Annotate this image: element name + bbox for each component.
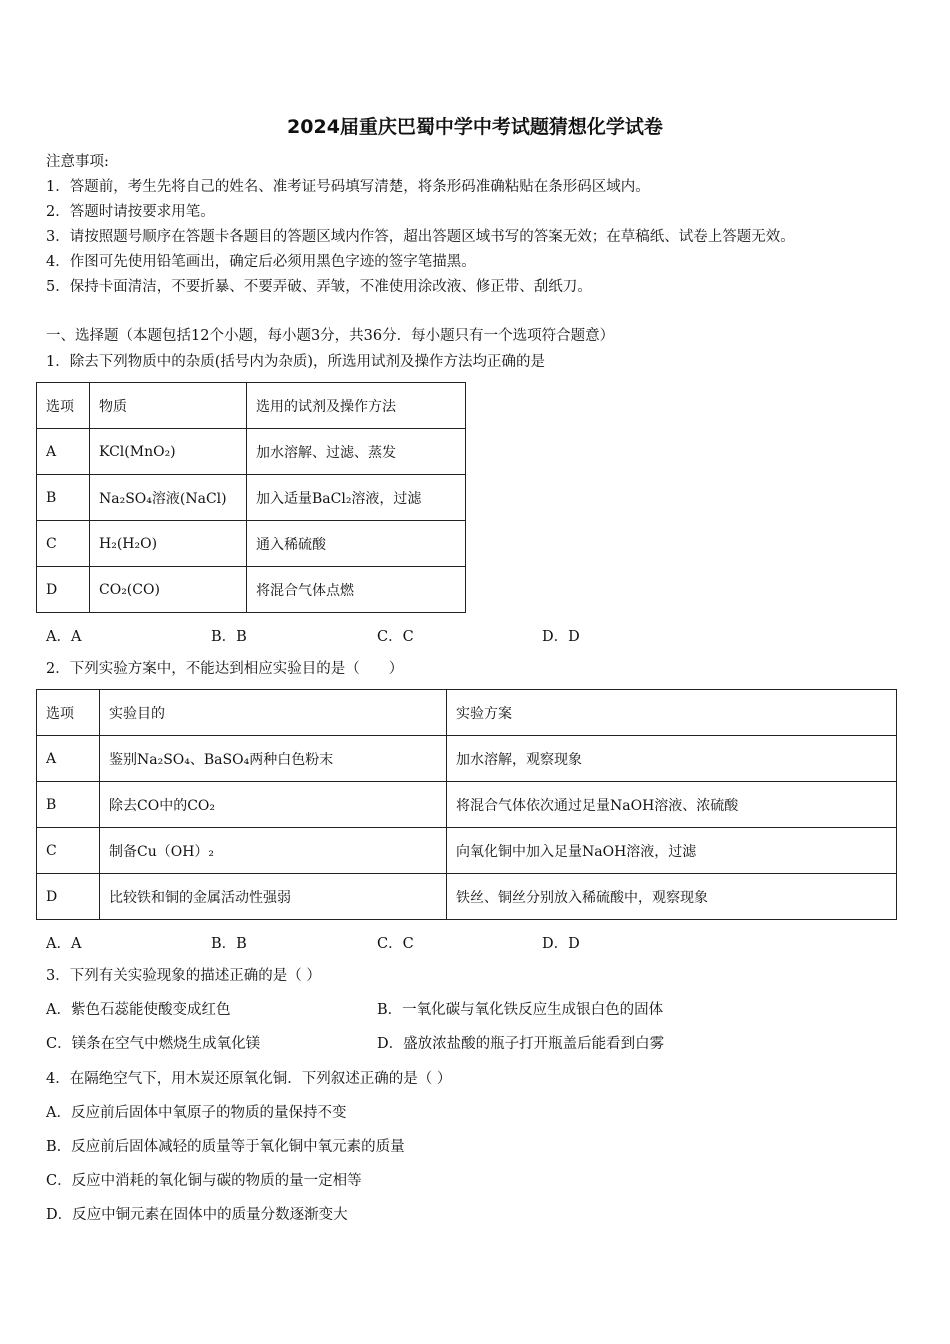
table-cell: 制备Cu（OH）₂ bbox=[100, 828, 447, 874]
table-cell: KCl(MnO₂) bbox=[90, 429, 247, 475]
table-cell: 选用的试剂及操作方法 bbox=[247, 383, 466, 429]
notice-heading: 注意事项: bbox=[46, 154, 109, 170]
table-cell: 除去CO中的CO₂ bbox=[100, 782, 447, 828]
option-d[interactable]: D．盛放浓盐酸的瓶子打开瓶盖后能看到白雾 bbox=[377, 1036, 665, 1052]
table-header-row bbox=[37, 383, 466, 429]
exam-title: 2024届重庆巴蜀中学中考试题猜想化学试卷 bbox=[287, 116, 663, 138]
option-c[interactable]: C．C bbox=[377, 936, 414, 952]
option-b[interactable]: B．反应前后固体减轻的质量等于氧化铜中氧元素的质量 bbox=[46, 1139, 405, 1155]
table-cell: 将混合气体依次通过足量NaOH溶液、浓硫酸 bbox=[447, 782, 897, 828]
table-row bbox=[37, 874, 897, 920]
table-cell: Na₂SO₄溶液(NaCl) bbox=[90, 475, 247, 521]
table-row bbox=[37, 782, 897, 828]
option-c[interactable]: C．C bbox=[377, 629, 414, 645]
table-cell: 加水溶解、过滤、蒸发 bbox=[247, 429, 466, 475]
table-cell: A bbox=[37, 429, 90, 475]
table-row bbox=[37, 828, 897, 874]
table-cell: 将混合气体点燃 bbox=[247, 567, 466, 613]
table-cell: D bbox=[37, 567, 90, 613]
option-a[interactable]: A．A bbox=[46, 936, 82, 952]
notice-item: 5．保持卡面清洁，不要折暴、不要弄破、弄皱，不准使用涂改液、修正带、刮纸刀。 bbox=[46, 279, 592, 295]
q2-table bbox=[36, 689, 897, 920]
option-c[interactable]: C．反应中消耗的氧化铜与碳的物质的量一定相等 bbox=[46, 1173, 362, 1189]
table-cell: 加入适量BaCl₂溶液，过滤 bbox=[247, 475, 466, 521]
table-cell: 物质 bbox=[90, 383, 247, 429]
table-cell: 向氧化铜中加入足量NaOH溶液，过滤 bbox=[447, 828, 897, 874]
table-cell: D bbox=[37, 874, 100, 920]
q2-options bbox=[46, 932, 746, 952]
notice-item: 2．答题时请按要求用笔。 bbox=[46, 204, 215, 220]
table-cell: 加水溶解，观察现象 bbox=[447, 736, 897, 782]
option-a[interactable]: A．紫色石蕊能使酸变成红色 bbox=[46, 1002, 231, 1018]
table-cell: 鉴别Na₂SO₄、BaSO₄两种白色粉末 bbox=[100, 736, 447, 782]
option-b[interactable]: B．B bbox=[211, 936, 247, 952]
q3-stem: 3．下列有关实验现象的描述正确的是（ ） bbox=[46, 968, 321, 984]
table-cell: A bbox=[37, 736, 100, 782]
q2-stem: 2．下列实验方案中，不能达到相应实验目的是（ ） bbox=[46, 661, 404, 677]
option-c[interactable]: C．镁条在空气中燃烧生成氧化镁 bbox=[46, 1036, 261, 1052]
q4-stem: 4．在隔绝空气下，用木炭还原氧化铜．下列叙述正确的是（ ） bbox=[46, 1071, 452, 1087]
table-cell: 比较铁和铜的金属活动性强弱 bbox=[100, 874, 447, 920]
q1-stem: 1．除去下列物质中的杂质(括号内为杂质)，所选用试剂及操作方法均正确的是 bbox=[46, 354, 546, 370]
option-d[interactable]: D．反应中铜元素在固体中的质量分数逐渐变大 bbox=[46, 1207, 348, 1223]
table-cell: C bbox=[37, 828, 100, 874]
table-cell: 选项 bbox=[37, 383, 90, 429]
notice-item: 1．答题前，考生先将自己的姓名、准考证号码填写清楚，将条形码准确粘贴在条形码区域内。 bbox=[46, 179, 650, 195]
table-cell: C bbox=[37, 521, 90, 567]
table-cell: 通入稀硫酸 bbox=[247, 521, 466, 567]
option-a[interactable]: A．反应前后固体中氧原子的物质的量保持不变 bbox=[46, 1105, 347, 1121]
table-cell: 选项 bbox=[37, 690, 100, 736]
table-row bbox=[37, 475, 466, 521]
table-cell: H₂(H₂O) bbox=[90, 521, 247, 567]
table-row bbox=[37, 429, 466, 475]
q1-table bbox=[36, 382, 466, 613]
table-header-row bbox=[37, 690, 897, 736]
notice-item: 3．请按照题号顺序在答题卡各题目的答题区域内作答，超出答题区域书写的答案无效；在草稿纸、试卷上答题无效。 bbox=[46, 229, 795, 245]
table-cell: B bbox=[37, 475, 90, 521]
table-cell: B bbox=[37, 782, 100, 828]
table-cell: 铁丝、铜丝分别放入稀硫酸中，观察现象 bbox=[447, 874, 897, 920]
table-row bbox=[37, 521, 466, 567]
section-heading: 一、选择题（本题包括12个小题，每小题3分，共36分．每小题只有一个选项符合题意） bbox=[46, 328, 615, 344]
option-b[interactable]: B．一氧化碳与氧化铁反应生成银白色的固体 bbox=[377, 1002, 664, 1018]
option-a[interactable]: A．A bbox=[46, 629, 82, 645]
q1-options bbox=[46, 625, 746, 645]
option-b[interactable]: B．B bbox=[211, 629, 247, 645]
table-cell: 实验方案 bbox=[447, 690, 897, 736]
option-d[interactable]: D．D bbox=[542, 936, 580, 952]
notice-item: 4．作图可先使用铅笔画出，确定后必须用黑色字迹的签字笔描黑。 bbox=[46, 254, 476, 270]
table-row bbox=[37, 736, 897, 782]
table-cell: CO₂(CO) bbox=[90, 567, 247, 613]
table-row bbox=[37, 567, 466, 613]
table-cell: 实验目的 bbox=[100, 690, 447, 736]
option-d[interactable]: D．D bbox=[542, 629, 580, 645]
